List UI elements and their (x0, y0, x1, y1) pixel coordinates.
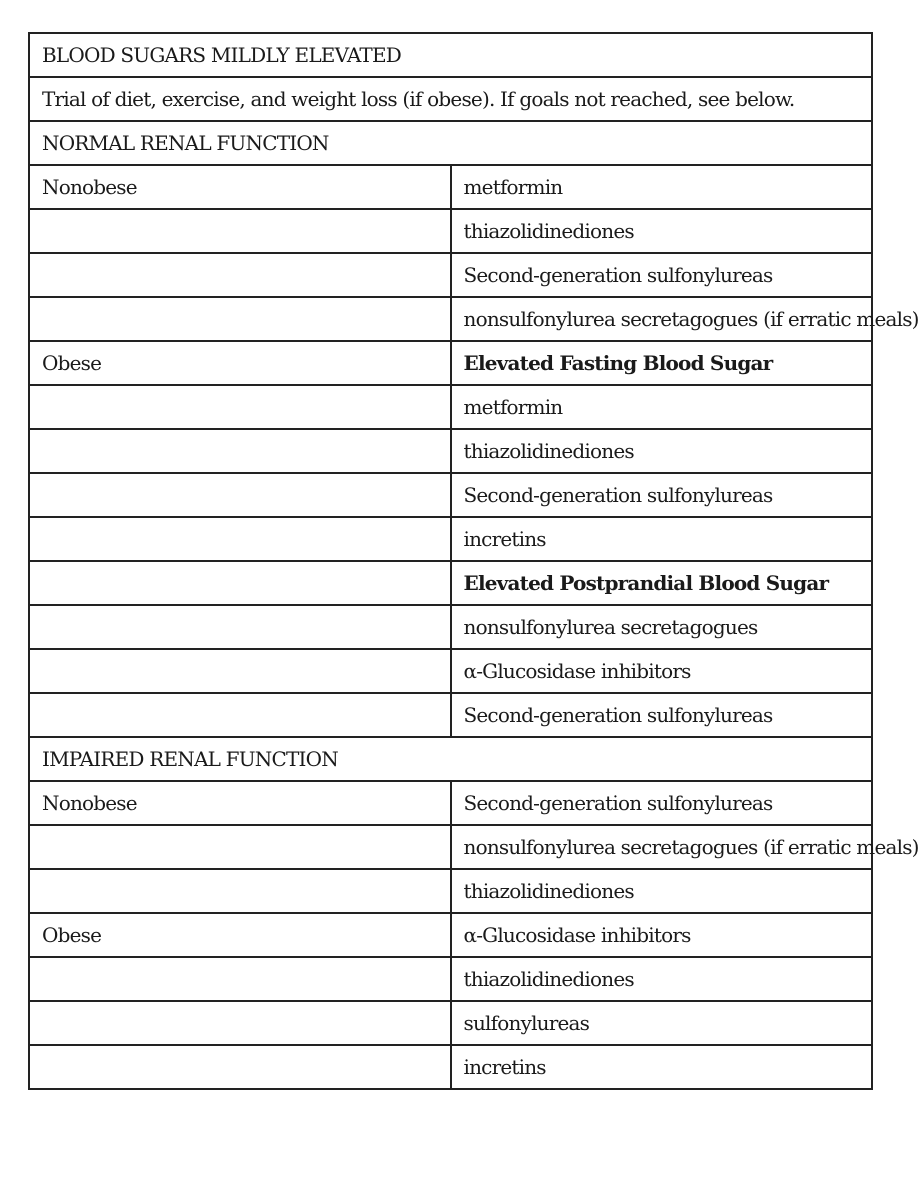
table-row (29, 297, 872, 341)
table-row (29, 517, 872, 561)
subheading-cell: Elevated Postprandial Blood Sugar (451, 561, 873, 605)
table-row (29, 473, 872, 517)
table-title: BLOOD SUGARS MILDLY ELEVATED (29, 33, 872, 77)
medication-cell: metformin (451, 385, 873, 429)
patient-group-cell: Obese (29, 913, 451, 957)
medication-cell: incretins (451, 517, 873, 561)
table-row (29, 825, 872, 869)
patient-group-cell (29, 385, 451, 429)
patient-group-cell: Obese (29, 341, 451, 385)
medication-cell: nonsulfonylurea secretagogues (if erratic meals) (451, 825, 873, 869)
medication-cell: Second-generation sulfonylureas (451, 473, 873, 517)
patient-group-cell (29, 473, 451, 517)
medication-cell: thiazolidinediones (451, 869, 873, 913)
treatment-table-body (29, 33, 919, 1089)
medication-cell: metformin (451, 165, 873, 209)
section-heading: NORMAL RENAL FUNCTION (29, 121, 872, 165)
section-heading: IMPAIRED RENAL FUNCTION (29, 737, 872, 781)
patient-group-cell: Nonobese (29, 165, 451, 209)
medication-cell: Second-generation sulfonylureas (451, 781, 873, 825)
treatment-table-container (28, 32, 919, 1090)
table-row (29, 913, 872, 957)
medication-cell: Second-generation sulfonylureas (451, 253, 873, 297)
patient-group-cell (29, 253, 451, 297)
treatment-table (28, 32, 919, 1090)
patient-group-cell (29, 209, 451, 253)
table-row (29, 605, 872, 649)
patient-group-cell (29, 825, 451, 869)
table-note: Trial of diet, exercise, and weight loss (if obese). If goals not reached, see below. (29, 77, 872, 121)
table-row (29, 781, 872, 825)
patient-group-cell (29, 869, 451, 913)
medication-cell: sulfonylureas (451, 1001, 873, 1045)
table-row (29, 385, 872, 429)
patient-group-cell (29, 429, 451, 473)
patient-group-cell (29, 1045, 451, 1089)
patient-group-cell (29, 517, 451, 561)
medication-cell: thiazolidinediones (451, 209, 873, 253)
table-row (29, 957, 872, 1001)
patient-group-cell (29, 297, 451, 341)
medication-cell: thiazolidinediones (451, 429, 873, 473)
medication-cell: thiazolidinediones (451, 957, 873, 1001)
table-row (29, 1045, 872, 1089)
patient-group-cell (29, 649, 451, 693)
section-heading-row (29, 737, 872, 781)
patient-group-cell: Nonobese (29, 781, 451, 825)
table-row (29, 693, 872, 737)
medication-cell: α-Glucosidase inhibitors (451, 649, 873, 693)
medication-cell: nonsulfonylurea secretagogues (451, 605, 873, 649)
patient-group-cell (29, 693, 451, 737)
patient-group-cell (29, 605, 451, 649)
table-row (29, 341, 872, 385)
medication-cell: incretins (451, 1045, 873, 1089)
table-row (29, 1001, 872, 1045)
table-row (29, 649, 872, 693)
subheading-cell: Elevated Fasting Blood Sugar (451, 341, 873, 385)
table-row (29, 869, 872, 913)
table-title-row (29, 33, 872, 77)
table-row (29, 165, 872, 209)
medication-cell: Second-generation sulfonylureas (451, 693, 873, 737)
section-heading-row (29, 121, 872, 165)
patient-group-cell (29, 957, 451, 1001)
table-row (29, 429, 872, 473)
patient-group-cell (29, 1001, 451, 1045)
patient-group-cell (29, 561, 451, 605)
medication-cell: α-Glucosidase inhibitors (451, 913, 873, 957)
table-row (29, 253, 872, 297)
table-row (29, 209, 872, 253)
table-note-row (29, 77, 872, 121)
table-row (29, 561, 872, 605)
medication-cell: nonsulfonylurea secretagogues (if erratic meals) (451, 297, 873, 341)
